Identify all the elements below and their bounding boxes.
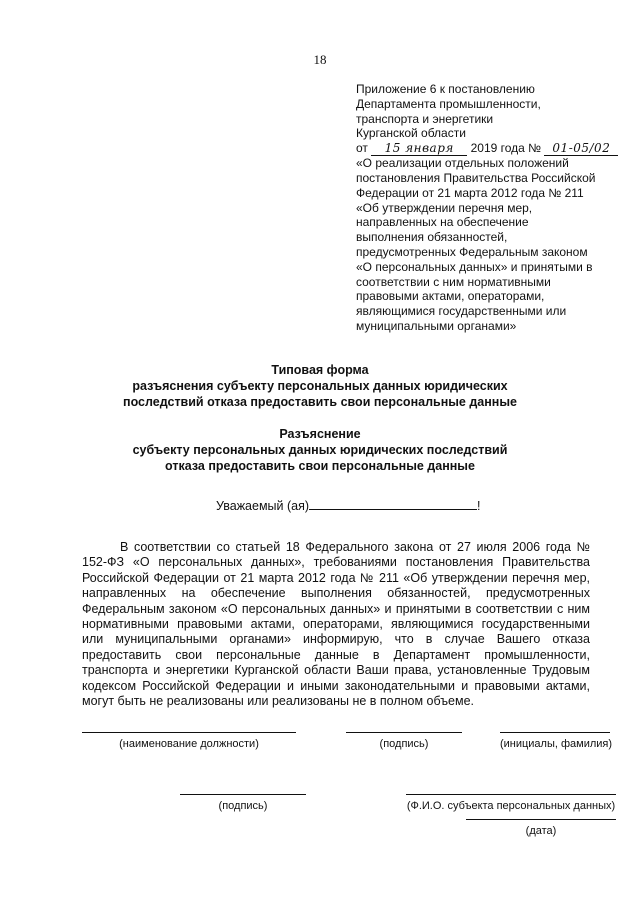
appendix-quote-line: соответствии с ним нормативными — [356, 274, 551, 289]
form-title-line: Типовая форма — [271, 363, 369, 377]
appendix-block — [356, 82, 616, 334]
subject-signature-caption: (подпись) — [218, 800, 268, 812]
appendix-quote-line: постановления Правительства Российской — [356, 170, 596, 185]
date-year: 2019 года № — [470, 141, 542, 156]
explanation-title-line: Разъяснение — [279, 427, 361, 441]
appendix-quote-line: «О персональных данных» и принятыми в — [356, 259, 593, 274]
subject-signature-line[interactable] — [180, 794, 306, 795]
page-number: 18 — [313, 52, 327, 67]
explanation-title — [60, 426, 580, 474]
appendix-quote-line: Федерации от 21 марта 2012 года № 211 — [356, 185, 584, 200]
form-title-line: последствий отказа предоставить свои персональные данные — [123, 395, 517, 409]
addressee-blank[interactable] — [309, 497, 477, 510]
appendix-quote-line: «О реализации отдельных положений — [356, 156, 569, 171]
appendix-line: Курганской области — [356, 126, 466, 141]
appendix-quote-line: правовыми актами, операторами, — [356, 289, 545, 304]
initials-caption: (инициалы, фамилия) — [499, 738, 613, 750]
signature-line[interactable] — [346, 732, 462, 733]
appendix-quote-line: выполнения обязанностей, — [356, 230, 508, 245]
greeting-line — [216, 497, 481, 513]
appendix-line: транспорта и энергетики — [356, 111, 494, 126]
handwritten-date: 15 января — [371, 141, 467, 156]
subject-name-line[interactable] — [406, 794, 616, 795]
signature-caption: (подпись) — [379, 738, 429, 750]
greeting-prefix: Уважаемый (ая) — [216, 499, 310, 513]
explanation-title-line: отказа предоставить свои персональные данные — [165, 459, 475, 473]
form-title-line: разъяснения субъекту персональных данных юридических — [132, 379, 508, 393]
appendix-line: Приложение 6 к постановлению — [356, 82, 535, 96]
date-caption: (дата) — [525, 825, 557, 837]
appendix-quote-line: предусмотренных Федеральным законом — [356, 244, 588, 259]
initials-signature-line[interactable] — [500, 732, 610, 733]
explanation-title-line: субъекту персональных данных юридических последствий — [132, 443, 508, 457]
greeting-suffix: ! — [477, 499, 481, 513]
position-signature-line[interactable] — [82, 732, 296, 733]
appendix-quote-line: «Об утверждении перечня мер, — [356, 200, 533, 215]
date-prefix: от — [356, 141, 368, 156]
body-paragraph: В соответствии со статьей 18 Федерального закона от 27 июля 2006 года № 152-ФЗ «О персональных данных», требованиями постановления Правительства Российской Федерации от 21 марта 2012 года № 211 «Об утверждении перечня мер, направленных на обеспечение выполнения обязанностей, предусмотренных Федеральным законом «О персональных данных» и принятыми в соответствии с ним нормативными правовыми актами, операторами, являющимися государственными или муниципальными органами» информирую, что в случае Вашего отказа предоставить свои персональные данные в Департамент промышленности, транспорта и энергетики Курганской области Ваши права, установленные Трудовым кодексом Российской Федерации и иными законодательными и правовыми актами, могут быть не реализованы или реализованы не в полном объеме. — [82, 540, 590, 709]
handwritten-number: 01-05/02 — [544, 141, 618, 156]
position-caption: (наименование должности) — [119, 738, 259, 750]
subject-name-caption: (Ф.И.О. субъекта персональных данных) — [406, 800, 616, 812]
appendix-date-line — [356, 141, 616, 156]
appendix-quote-line: являющимися государственными или — [356, 304, 567, 319]
appendix-quote-line: направленных на обеспечение — [356, 215, 529, 230]
date-line[interactable] — [466, 819, 616, 820]
form-title — [60, 362, 580, 410]
appendix-quote-line: муниципальными органами» — [356, 318, 517, 333]
appendix-line: Департамента промышленности, — [356, 96, 541, 111]
